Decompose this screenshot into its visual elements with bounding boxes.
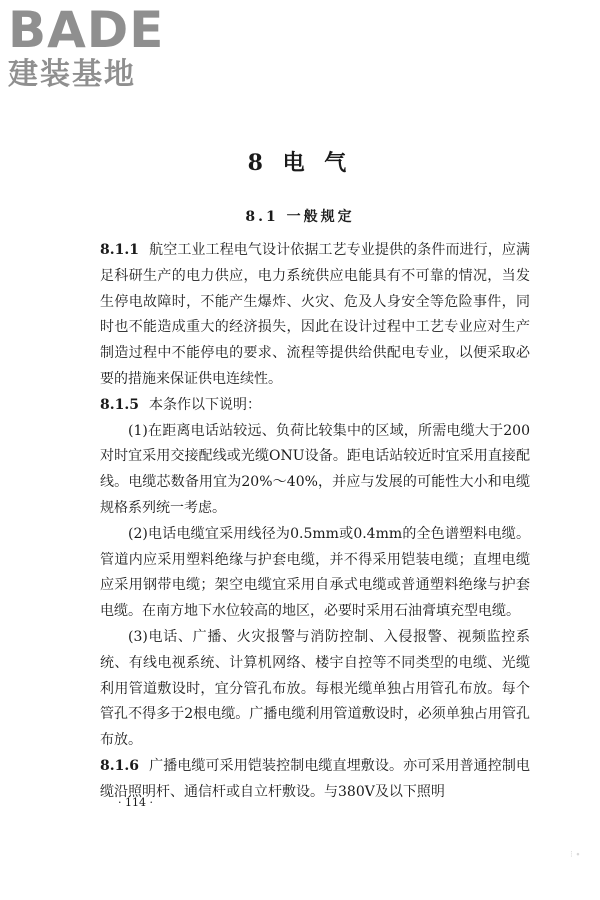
corner-mark: ⁝ ∙ <box>570 850 581 860</box>
clause-8-1-6 <box>100 754 530 806</box>
clause-number: 8.1.6 <box>100 757 139 774</box>
logo <box>8 1 188 92</box>
page-number: · 114 · <box>118 796 153 809</box>
clause-8-1-1 <box>100 238 530 393</box>
clause-number: 8.1.1 <box>100 242 139 258</box>
logo-brand: BADE <box>8 1 165 59</box>
clause-item-2: (2)电话电缆宜采用线径为0.5mm或0.4mm的全色谱塑料电缆。管道内应采用塑料绝缘与护套电缆，并不得采用铠装电缆；直埋电缆应采用钢带电缆；架空电缆宜采用自承式电缆或普通塑料绝缘与护套电缆。在南方地下水位较高的地区，必要时采用石油膏填充型电缆。 <box>100 525 530 620</box>
logo-subtitle: 建装基地 <box>8 57 136 92</box>
clause-text: 本条作以下说明： <box>148 396 261 413</box>
clause-text: 广播电缆可采用铠装控制电缆直埋敷设。亦可采用普通控制电缆沿照明杆、通信杆或自立杆敷设。与380V及以下照明 <box>100 757 530 800</box>
clause-item-3: (3)电话、广播、火灾报警与消防控制、入侵报警、视频监控系统、有线电视系统、计算机网络、楼宇自控等不同类型的电缆、光缆利用管道敷设时，宜分管孔布放。每根光缆单独占用管孔布放。每个管孔不得多于2根电缆。广播电缆利用管道敷设时，必须单独占用管孔布放。 <box>100 628 530 749</box>
clause-8-1-5 <box>100 393 530 419</box>
clause-number: 8.1.5 <box>100 396 139 413</box>
clause-text: 航空工业工程电气设计依据工艺专业提供的条件而进行，应满足科研生产的电力供应，电力系统供应电能具有不可靠的情况，当发生停电故障时，不能产生爆炸、火灾、危及人身安全等危险事件，同时也不能造成重大的经济损失，因此在设计过程中工艺专业应对生产制造过程中不能停电的要求、流程等提供给供配电专业，以便采取必要的措施来保证供电连续性。 <box>100 242 530 387</box>
chapter-title: 8 电 气 <box>247 150 353 176</box>
clause-item-1: (1)在距离电话站较远、负荷比较集中的区域，所需电缆大于200对时宜采用交接配线或光缆ONU设备。距电话站较近时宜采用直接配线。电缆芯数备用宜为20%～40%，并应与发展的可能性大小和电缆规格系列统一考虑。 <box>100 422 530 516</box>
section-title: 8.1 一般规定 <box>245 209 355 225</box>
page-body <box>100 238 530 806</box>
